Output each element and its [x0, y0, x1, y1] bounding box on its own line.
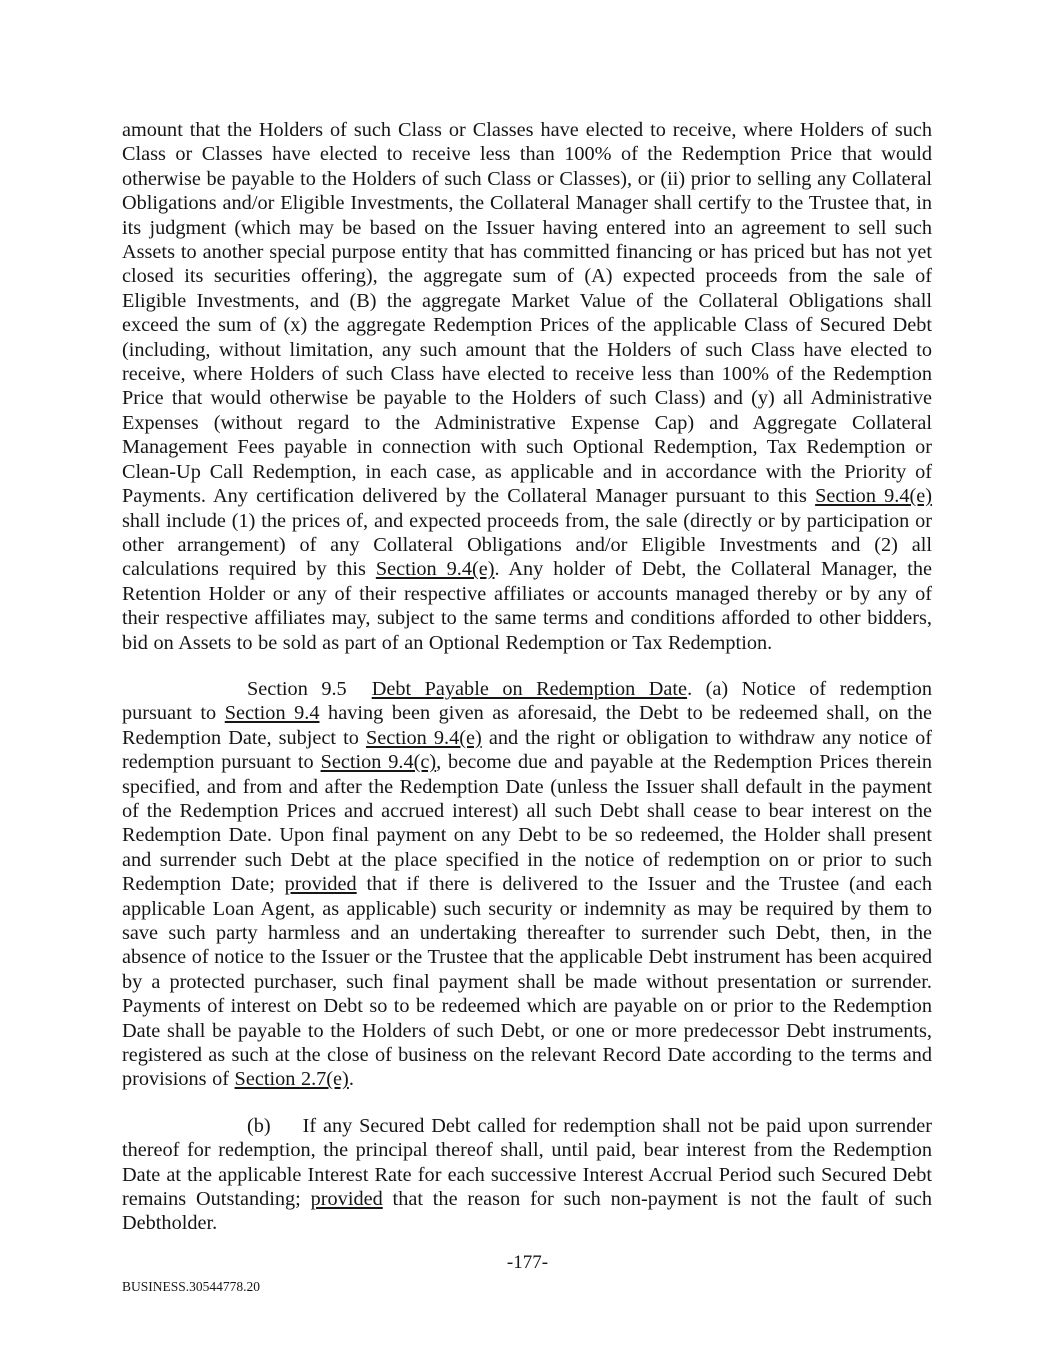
page-body	[122, 118, 932, 1258]
section-reference: Section 9.4(e)	[365, 726, 482, 749]
body-text: If any Secured Debt called for redemption shall not be paid upon surrender thereof for redemption, the principal thereof shall, until paid, bear interest from the Redemption Date at the applicable Interest Rate for each successive Interest Accrual Period such Secured Debt remains Outstanding;	[122, 1114, 932, 1211]
body-text: that if there is delivered to the Issuer and the Trustee (and each applicable Loan Agent, as applicable) such security or indemnity as may be required by them to save such party harmless and an undertaking thereafter to surrender such Debt, then, in the absence of notice to the Issuer or the Trustee that the applicable Debt instrument has been acquired by a protected purchaser, such final payment shall be made without presentation or surrender. Payments of interest on Debt so to be redeemed which are payable on or prior to the Redemption Date shall be payable to the Holders of such Debt, or one or more predecessor Debt instruments, registered as such at the close of business on the relevant Record Date according to the terms and provisions of	[122, 873, 932, 1091]
page-number: -177-	[506, 1252, 549, 1273]
body-text: that the reason for such non-payment is not the fault of such Debtholder.	[122, 1188, 933, 1235]
section-reference: Section 9.4(c)	[320, 751, 437, 774]
section-reference: Section 9.4(e)	[815, 485, 932, 508]
defined-term-provided: provided	[284, 873, 357, 896]
body-text: . Any holder of Debt, the Collateral Manager, the Retention Holder or any of their respective affiliates or accounts managed thereby or by any of their respective affiliates may, subject to the same terms and conditions afforded to other bidders, bid on Assets to be sold as part of an Optional Redemption or Tax Redemption.	[122, 558, 933, 654]
body-text: shall include (1) the prices of, and expected proceeds from, the sale (directly or by participation or other arrangement) of any Collateral Obligations and/or Eligible Investments and (2) all calculations required by this	[122, 509, 932, 581]
body-text: and the right or obligation to withdraw any notice of redemption pursuant to	[122, 726, 933, 774]
document-id-stamp: BUSINESS.30544778.20	[122, 1279, 261, 1294]
body-text: . (a) Notice of redemption pursuant to	[122, 677, 932, 725]
body-text: .	[348, 1068, 354, 1091]
paragraph-continuation	[122, 118, 932, 655]
section-number-label: Section 9.5	[247, 677, 347, 700]
body-text: having been given as aforesaid, the Debt to be redeemed shall, on the Redemption Date, subject to	[122, 702, 932, 749]
body-text: amount that the Holders of such Class or Classes have elected to receive, where Holders of such Class or Classes have elected to receive less than 100% of the Redemption Price that would otherwise be payable to the Holders of such Class or Classes), or (ii) prior to selling any Collateral Obligations and/or Eligible Investments, the Collateral Manager shall certify to the Trustee that, in its judgment (which may be based on the Issuer having entered into an agreement to sell such Assets to another special purpose entity that has committed financing or has priced but has not yet closed its securities offering), the aggregate sum of (A) expected proceeds from the sale of Eligible Investments, and (B) the aggregate Market Value of the Collateral Obligations shall exceed the sum of (x) the aggregate Redemption Prices of the applicable Class of Secured Debt (including, without limitation, any such amount that the Holders of such Class have elected to receive, where Holders of such Class have elected to receive less than 100% of the Redemption Price that would otherwise be payable to the Holders of such Class) and (y) all Administrative Expenses (without regard to the Administrative Expense Cap) and Aggregate Collateral Management Fees payable in connection with such Optional Redemption, Tax Redemption or Clean-Up Call Redemption, in each case, as applicable and in accordance with the Priority of Payments. Any certification delivered by the Collateral Manager pursuant to this	[122, 119, 932, 508]
body-text: , become due and payable at the Redemption Prices therein specified, and from and after the Redemption Date (unless the Issuer shall default in the payment of the Redemption Prices and accrued interest) all such Debt shall cease to bear interest on the Redemption Date. Upon final payment on any Debt to be so redeemed, the Holder shall present and surrender such Debt at the place specified in the notice of redemption on or prior to such Redemption Date;	[122, 751, 933, 896]
section-reference: Section 9.4(e)	[375, 558, 495, 581]
section-heading: Debt Payable on Redemption Date	[371, 677, 688, 700]
subsection-label: (b)	[247, 1114, 271, 1137]
section-reference: Section 9.4	[224, 702, 320, 725]
defined-term-provided: provided	[310, 1188, 383, 1211]
section-reference: Section 2.7(e)	[234, 1068, 349, 1091]
paragraph-section-9-5	[122, 677, 932, 1092]
paragraph-subsection-b	[122, 1114, 932, 1236]
